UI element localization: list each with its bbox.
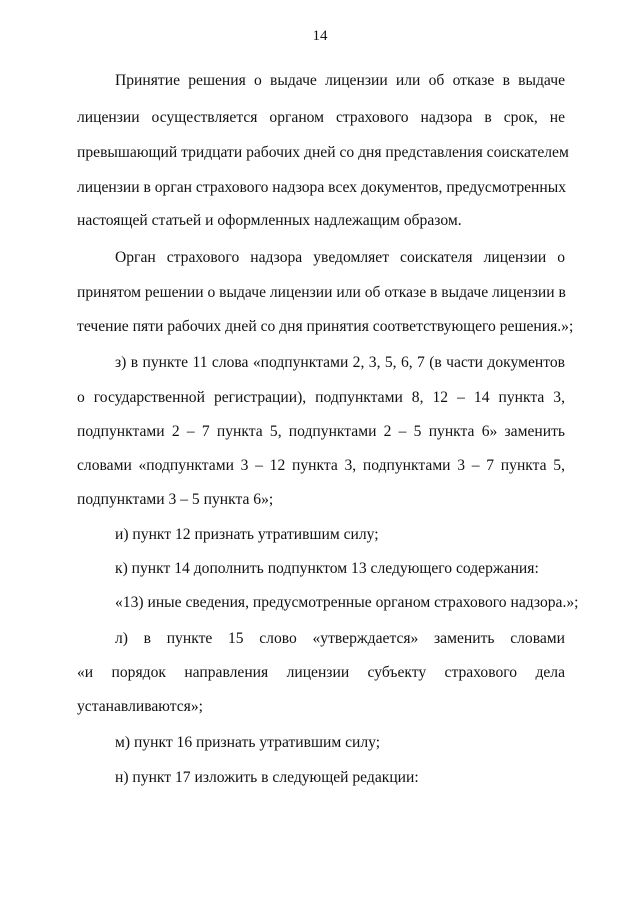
text-line: л) в пункте 15 слово «утверждается» заменить словами xyxy=(115,630,565,647)
text-line: к) пункт 14 дополнить подпунктом 13 следующего содержания: xyxy=(115,560,539,577)
text-line: «13) иные сведения, предусмотренные органом страхового надзора.»; xyxy=(115,594,579,611)
text-line: течение пяти рабочих дней со дня принятия соответствующего решения.»; xyxy=(77,318,574,335)
text-line: подпунктами 2 – 7 пункта 5, подпунктами 2 – 5 пункта 6» заменить xyxy=(77,423,565,440)
text-line: устанавливаются»; xyxy=(77,698,203,715)
text-line: з) в пункте 11 слова «подпунктами 2, 3, 5, 6, 7 (в части документов xyxy=(115,354,565,371)
text-line: Орган страхового надзора уведомляет соискателя лицензии о xyxy=(115,249,565,266)
text-line: словами «подпунктами 3 – 12 пункта 3, подпунктами 3 – 7 пункта 5, xyxy=(77,457,565,474)
text-line: «и порядок направления лицензии субъекту страхового дела xyxy=(77,664,565,681)
text-line: о государственной регистрации), подпунктами 8, 12 – 14 пункта 3, xyxy=(77,389,565,406)
text-line: подпунктами 3 – 5 пункта 6»; xyxy=(77,491,274,508)
text-line: настоящей статьей и оформленных надлежащим образом. xyxy=(77,212,462,229)
text-line: лицензии в орган страхового надзора всех документов, предусмотренных xyxy=(77,179,567,196)
page-number: 14 xyxy=(312,28,328,44)
text-line: превышающий тридцати рабочих дней со дня представления соискателем xyxy=(77,144,569,161)
text-line: м) пункт 16 признать утратившим силу; xyxy=(115,734,381,751)
text-line: принятом решении о выдаче лицензии или об отказе в выдаче лицензии в xyxy=(77,284,566,301)
text-line: лицензии осуществляется органом страхового надзора в срок, не xyxy=(77,109,565,126)
text-line: Принятие решения о выдаче лицензии или об отказе в выдаче xyxy=(115,72,565,89)
text-line: н) пункт 17 изложить в следующей редакции: xyxy=(115,769,419,786)
text-line: и) пункт 12 признать утратившим силу; xyxy=(115,526,379,543)
